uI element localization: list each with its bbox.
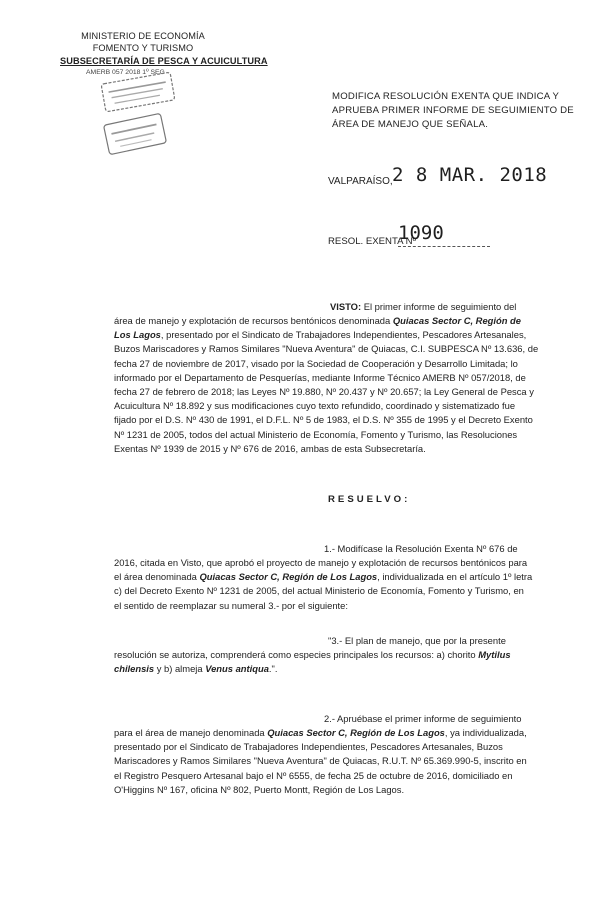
visto-text: El primer informe de seguimiento del (363, 301, 517, 312)
stamped-date: 2 8 MAR. 2018 (392, 164, 548, 186)
quote-first-line: "3.- El plan de manejo, que por la presente (328, 635, 506, 646)
quote-line (114, 648, 511, 662)
visto-line (114, 314, 538, 328)
subsecretariat-name: SUBSECRETARÍA DE PESCA Y ACUICULTURA (60, 56, 268, 66)
point-1-line: 2016, citada en Visto, que aprobó el proyecto de manejo y explotación de recursos bentónicos para (114, 557, 528, 568)
area-name: Quiacas Sector C, Región de (392, 315, 521, 326)
document-title-line-2: APRUEBA PRIMER INFORME DE SEGUIMIENTO DE (332, 105, 574, 116)
point-2-line (114, 726, 527, 740)
visto-line: Exentas Nº 1939 de 2015 y Nº 676 de 2016, ambas de esta Subsecretaría. (114, 442, 426, 454)
visto-line: informado por el Departamento de Pesquerías, mediante Informe Técnico AMERB Nº 057/2018, de (114, 371, 526, 383)
point-2-line: Mariscadores y Ramos Similares "Nueva Aventura" de Quiacas, R.U.T. Nº 65.369.990-5, inscrito en (114, 755, 527, 767)
point-1-line: el sentido de reemplazar su numeral 3.- por el siguiente: (114, 599, 348, 611)
visto-label: VISTO: (330, 301, 362, 312)
visto-line (114, 328, 538, 342)
quote-text: resolución se autoriza, comprenderá como especies principales los recursos: a) chorito (114, 649, 479, 660)
quote-paragraph (114, 648, 511, 676)
visto-line: fecha 27 de febrero de 2018; las Leyes Nº 19.880, Nº 20.437 y Nº 20.657; la Ley General de Pesca y (114, 386, 534, 398)
visto-line: fecha 27 de noviembre de 2017, visado por la Sociedad de Cooperación y Desarrollo Limitada; lo (114, 357, 518, 369)
visto-line: Buzos Mariscadores y Ramos Similares "Nueva Aventura" de Quiacas, C.I. SUBPESCA Nº 13.636, de (114, 343, 539, 355)
visto-line: Nº 1231 de 2005, todos del actual Ministerio de Economía, Fomento y Turismo, las Resoluciones (114, 428, 518, 440)
point-1-text: , individualizada en el artículo 1º letra (377, 571, 533, 583)
visto-first-line (330, 300, 516, 314)
area-name: Quiacas Sector C, Región de Los Lagos (267, 727, 445, 738)
point-1-text: el área denominada (114, 571, 200, 583)
ministry-name: MINISTERIO DE ECONOMÍA (81, 31, 205, 41)
point-2-text: para el área de manejo denominada (114, 727, 268, 738)
visto-text: área de manejo y explotación de recursos bentónicos denominada (114, 315, 393, 326)
resolution-underline (398, 246, 490, 247)
point-2-first-line: 2.- Apruébase el primer informe de seguimiento (324, 713, 522, 724)
visto-text: , presentado por el Sindicato de Trabajadores Independientes, Pescadores Artesanales, (160, 329, 527, 341)
point-1-line (114, 570, 532, 584)
species-name: Mytilus (478, 649, 511, 660)
visto-line: Acuicultura Nº 18.892 y sus modificaciones cuyo texto refundido, coordinado y sistematizado fue (114, 400, 516, 412)
point-2-text: , ya individualizada, (444, 727, 527, 738)
point-2-line: el Registro Pesquero Artesanal bajo el Nº 6555, de fecha 25 de octubre de 2016, domiciliado en (114, 769, 513, 781)
area-name: Los Lagos (114, 329, 161, 341)
quote-text: y b) almeja (154, 663, 206, 675)
resuelvo-heading: RESUELVO: (328, 494, 411, 505)
quote-text: .". (268, 663, 278, 675)
point-1-paragraph (114, 556, 532, 613)
resolution-number: 1090 (398, 222, 444, 244)
species-name: chilensis (114, 663, 155, 675)
visto-line: fijado por el D.S. Nº 430 de 1991, el D.F.L. Nº 5 de 1983, el D.S. Nº 355 de 1995 y el Decreto Exento (114, 414, 533, 426)
point-1-first-line: 1.- Modifícase la Resolución Exenta Nº 676 de (324, 543, 518, 554)
species-name: Venus antiqua (205, 663, 269, 675)
ministry-subtitle: FOMENTO Y TURISMO (92, 43, 194, 53)
approval-stamp-icon (101, 111, 169, 157)
point-1-line: c) del Decreto Exento Nº 1231 de 2005, del actual Ministerio de Economía, Fomento y Turismo, en (114, 585, 524, 597)
point-2-paragraph (114, 726, 527, 797)
document-title-line-1: MODIFICA RESOLUCIÓN EXENTA QUE INDICA Y (332, 91, 560, 102)
quote-line (114, 662, 511, 676)
area-name: Quiacas Sector C, Región de Los Lagos (199, 571, 378, 583)
point-2-line: O'Higgins Nº 167, oficina Nº 802, Puerto Montt, Región de Los Lagos. (114, 783, 405, 795)
resolution-label: RESOL. EXENTA Nº (328, 236, 417, 247)
point-2-line: presentado por el Sindicato de Trabajadores Independientes, Pescadores Artesanales, Buzos (114, 741, 503, 753)
file-reference: AMERB 057 2018 1º SEG (86, 69, 165, 76)
seal-stamp-icon (99, 70, 177, 114)
visto-paragraph (114, 314, 538, 456)
document-title-line-3: ÁREA DE MANEJO QUE SEÑALA. (332, 119, 489, 130)
place-label: VALPARAÍSO, (328, 176, 393, 187)
